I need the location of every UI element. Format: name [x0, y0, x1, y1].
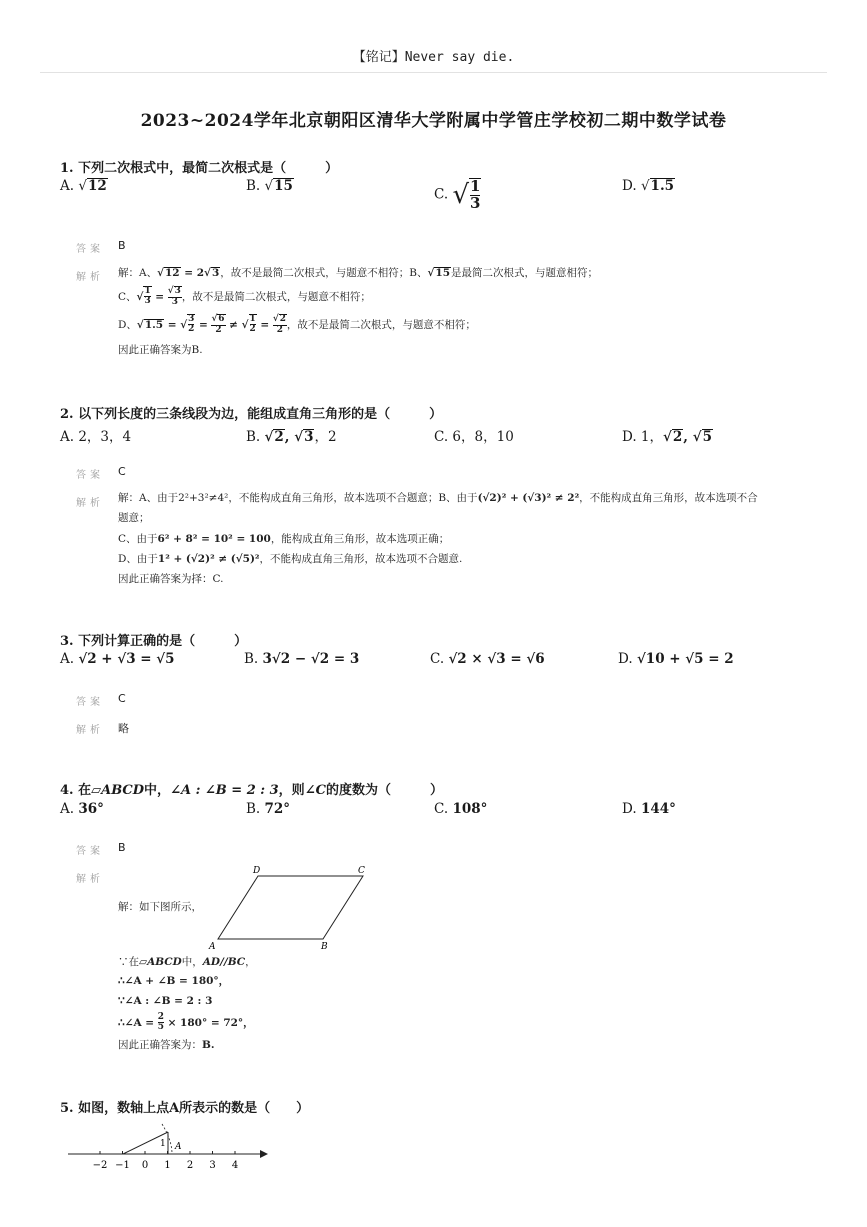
- q4-option-c: C. 108°: [434, 801, 488, 817]
- q3-stem: 3. 下列计算正确的是（ ）: [60, 634, 248, 649]
- number-line-arrow: [260, 1150, 268, 1158]
- q2-option-b: B. √2, √3，2: [246, 429, 337, 445]
- q4-option-b: B. 72°: [246, 801, 291, 817]
- q1-answer: B: [118, 239, 126, 252]
- parallelogram-abcd: [218, 876, 363, 939]
- q2-solution-line5: 因此正确答案为择：C.: [118, 573, 224, 585]
- q3-answer: C: [118, 692, 126, 705]
- q4-solution-line5: 因此正确答案为：B.: [118, 1039, 215, 1051]
- q3-analysis-label: 解析: [76, 725, 104, 736]
- q2-answer: C: [118, 465, 126, 478]
- q4-answer-label: 答案: [76, 846, 104, 857]
- vertex-b-label: B: [321, 942, 328, 950]
- q1-option-d: D. √1.5: [622, 178, 675, 194]
- q4-solution-line2: ∴∠A + ∠B = 180°，: [118, 975, 230, 987]
- q3-answer-label: 答案: [76, 697, 104, 708]
- vertex-c-label: C: [358, 866, 365, 876]
- vertex-d-label: D: [253, 866, 261, 876]
- q1-solution-line2: C、√ $\frac{1}{3}$ = $\frac{√3}{3}$ ，故不是最简二次根式，与题意不相符；: [118, 286, 371, 308]
- q1-stem: 1. 下列二次根式中，最简二次根式是（ ）: [60, 161, 339, 176]
- tick-label: 4: [231, 1160, 239, 1171]
- parallelogram-figure: [205, 860, 375, 950]
- tick-label: 0: [141, 1160, 149, 1171]
- q2-stem: 2. 以下列长度的三条线段为边，能组成直角三角形的是（ ）: [60, 407, 443, 422]
- q5-stem: 5. 如图，数轴上点A所表示的数是（ ）: [60, 1101, 310, 1116]
- point-a-label: A: [175, 1142, 182, 1152]
- q3-option-b: B. 3√2 − √2 = 3: [244, 651, 360, 667]
- segment-length-label: 1: [160, 1139, 166, 1149]
- q1-solution-line3: D、√1.5 = √ $\frac{3}{2}$ = $\frac{√6}{2}$ ≠ √ $\frac{1}{2}$ = $\frac{√2}{2}$ ，故不是最简二次根式，与题意不相符；: [118, 314, 476, 336]
- q3-analysis: 略: [118, 722, 129, 735]
- tick-label: 3: [209, 1160, 216, 1171]
- q2-solution-line1: 解：A、由于2²+3²≠4²，不能构成直角三角形，故本选项不合题意；B、由于(√2)² + (√3)² ≠ 2²，不能构成直角三角形，故本选项不合: [118, 492, 758, 504]
- q1-answer-label: 答案: [76, 244, 104, 255]
- tick-label: −1: [115, 1160, 130, 1171]
- q2-option-d: D. 1，√2, √5: [622, 429, 712, 445]
- q2-option-a: A. 2，3，4: [60, 429, 132, 445]
- page-title: 2023~2024学年北京朝阳区清华大学附属中学管庄学校初二期中数学试卷: [140, 111, 727, 131]
- vertex-a-label: A: [209, 942, 216, 950]
- number-line-figure: [60, 1118, 280, 1178]
- q2-solution-line3: C、由于6² + 8² = 10² = 100，能构成直角三角形，故本选项正确；: [118, 533, 450, 545]
- q4-option-a: A. 36°: [60, 801, 104, 817]
- q4-answer: B: [118, 841, 126, 854]
- q1-option-b: B. √15: [246, 178, 293, 194]
- tick-label: −2: [92, 1160, 108, 1171]
- q2-solution-line2: 题意；: [118, 512, 150, 524]
- q4-solution-line3: ∵∠A : ∠B = 2 : 3: [118, 995, 213, 1007]
- q4-option-d: D. 144°: [622, 801, 676, 817]
- q1-solution-line4: 因此正确答案为B.: [118, 344, 203, 356]
- tick-label: 1: [164, 1160, 171, 1171]
- q2-analysis-label: 解析: [76, 498, 104, 509]
- q4-stem: 4. 在▱ABCD中，∠A : ∠B = 2 : 3，则∠C的度数为（ ）: [60, 783, 443, 798]
- q3-option-c: C. √2 × √3 = √6: [430, 651, 545, 667]
- q4-analysis-label: 解析: [76, 874, 104, 885]
- q1-option-c: C. √ $\frac{1}{3}$: [434, 177, 481, 212]
- q1-option-a: A. √12: [60, 178, 107, 194]
- q4-figure-intro: 解：如下图所示，: [118, 901, 202, 913]
- q2-solution-line4: D、由于1² + (√2)² ≠ (√5)²，不能构成直角三角形，故本选项不合题意.: [118, 553, 463, 565]
- q2-option-c: C. 6，8，10: [434, 429, 514, 445]
- q1-solution-line1: 解：A、√12 = 2√3，故不是最简二次根式，与题意不相符；B、√15是最简二次根式，与题意相符；: [118, 267, 599, 279]
- header-divider: [40, 72, 827, 73]
- q4-solution-line4: ∴∠A = $\frac{2}{5}$ × 180° = 72°，: [118, 1012, 254, 1033]
- tick-label: 2: [186, 1160, 194, 1171]
- q3-option-a: A. √2 + √3 = √5: [60, 651, 175, 667]
- q3-option-d: D. √10 + √5 = 2: [618, 651, 734, 667]
- q4-solution-line1: ∵在▱ABCD中，AD//BC，: [118, 956, 256, 968]
- q1-analysis-label: 解析: [76, 272, 104, 283]
- motto: 【铭记】Never say die.: [352, 50, 515, 65]
- q2-answer-label: 答案: [76, 470, 104, 481]
